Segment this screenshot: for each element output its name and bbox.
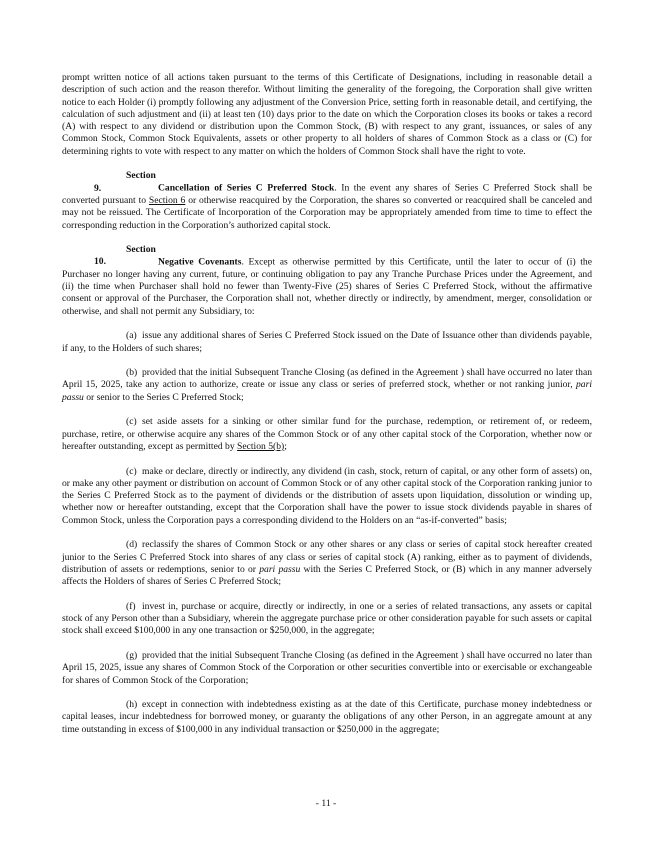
- clause-d-text-b: with the Series C Preferred Stock, or (B) which in any manner adversely affects the Holders of shares of Series C Preferred Stock;: [62, 563, 592, 588]
- section-9-text-a: . In the event any shares of Series C Preferred Stock shall be converted pursuant to: [62, 182, 593, 206]
- clause-c-text-a: set aside assets for a sinking or other similar fund for the purchase, redemption, or retirement of, or redeem, purchase, retire, or otherwise acquire any shares of the Common Stock or of any other capital stock of the Corporation, whether now or hereafter outstanding, except as permitted by: [62, 416, 592, 452]
- section-9-title: Cancellation of Series C Preferred Stock: [158, 182, 335, 194]
- clause-h: [62, 699, 592, 736]
- section-10-title: Negative Covenants: [158, 256, 242, 268]
- clause-f-label: (f): [126, 600, 136, 612]
- section-9-paragraph: [62, 170, 592, 231]
- clause-a-text: issue any additional shares of Series C Preferred Stock issued on the Date of Issuance other than dividends payable, if any, to the Holders of such shares;: [62, 330, 592, 354]
- clause-b-label: (b): [126, 367, 138, 379]
- clause-d: [62, 539, 592, 588]
- section-10-paragraph: [62, 244, 592, 318]
- clause-a: [62, 330, 592, 355]
- clause-d-text-a: reclassify the shares of Common Stock or any other shares or any class or series of capital stock hereafter created junior to the Series C Preferred Stock into shares of any class or series of capital stock (A) ranking, either as to payment of dividends, distribution of assets or redemptions, senior to or: [62, 539, 592, 575]
- clause-b-text-a: provided that the initial Subsequent Tranche Closing (as defined in the Agreement ) shall have occurred no later than April 15, 2025, take any action to authorize, create or issue any class or series of preferred stock, whether or not ranking junior,: [62, 367, 592, 391]
- clause-c-second-text: make or declare, directly or indirectly, any dividend (in cash, stock, return of capital, or any other form of assets) on, or make any other payment or distribution on account of Common Stock or of any other capital stock of the Corporation ranking junior to the Series C Preferred Stock as to the payment of dividends or the distribution of assets upon liquidation, dissolution or winding up, whether now or hereafter outstanding, except that the Corporation shall have the power to issue stock dividends payable in shares of Common Stock, unless the Corporation pays a corresponding dividend to the Holders on an “as-if-converted” basis;: [62, 465, 592, 526]
- clause-h-label: (h): [126, 699, 138, 711]
- clause-b: [62, 367, 592, 404]
- page-body: [62, 72, 592, 748]
- clause-h-text: except in connection with indebtedness existing as at the date of this Certificate, purchase money indebtedness or capital leases, incur indebtedness for borrowed money, or guaranty the obligations of any other Person, in an aggregate amount at any time outstanding in excess of $100,000 in any individual transaction or $250,000 in the aggregate;: [62, 699, 592, 735]
- clause-f: [62, 601, 592, 638]
- notice-paragraph: prompt written notice of all actions taken pursuant to the terms of this Certificate of Designations, including in reasonable detail a description of such action and the reason therefor. Without limiting the generality of the foregoing, the Corporation shall give written notice to each Holder (i) promptly following any adjustment of the Conversion Price, setting forth in reasonable detail, and certifying, the calculation of such adjustment and (ii) at least ten (10) days prior to the date on which the Corporation closes its books or takes a record (A) with respect to any dividend or distribution upon the Common Stock, (B) with respect to any grant, issuances, or sales of any Common Stock, Common Stock Equivalents, assets or other property to all holders of shares of Common Stock as a class or (C) for determining rights to vote with respect to any matter on which the holders of Common Stock shall have the right to vote.: [62, 72, 592, 157]
- section-6-reference: Section 6: [148, 194, 186, 206]
- clause-d-italic: pari passu: [259, 563, 301, 575]
- page-number: - 11 -: [315, 798, 337, 809]
- clause-g-label: (g): [126, 649, 138, 661]
- section-5b-reference: Section 5(b): [237, 440, 285, 452]
- clause-g: [62, 650, 592, 687]
- clause-f-text: invest in, purchase or acquire, directly or indirectly, in one or a series of related transactions, any assets or capital stock of any Person other than a Subsidiary, wherein the aggregate purchase price or other consideration payable for such assets or capital stock shall exceed $100,000 in any one transaction or $250,000, in the aggregate;: [62, 600, 592, 637]
- clause-b-text-b: or senior to the Series C Preferred Stock;: [83, 391, 244, 403]
- clause-c: [62, 416, 592, 453]
- clause-g-text: provided that the initial Subsequent Tranche Closing (as defined in the Agreement ) shall have occurred no later than April 15, 2025, issue any shares of Common Stock of the Corporation or other securities convertible into or exercisable or exchangeable for shares of Common Stock of the Corporation;: [62, 649, 592, 686]
- clause-d-label: (d): [126, 539, 138, 551]
- section-10-number: Section 10.: [94, 244, 156, 268]
- section-9-number: Section 9.: [94, 170, 156, 194]
- clause-b-italic: pari passu: [62, 379, 592, 403]
- clause-c-second: [62, 466, 592, 527]
- clause-c-second-label: (c): [126, 465, 137, 477]
- clause-a-label: (a): [126, 330, 137, 342]
- clause-c-label: (c): [126, 416, 137, 428]
- clause-c-text-b: ;: [284, 440, 287, 452]
- section-9-text-b: or otherwise reacquired by the Corporation, the shares so converted or reacquired shall be canceled and may not be reissued. The Certificate of Incorporation of the Corporation may be appropriately amended from time to time to effect the corresponding reduction in the Corporation’s authorized capital stock.: [62, 194, 592, 231]
- section-10-text: . Except as otherwise permitted by this Certificate, until the later to occur of (i) the Purchaser no longer having any current, future, or continuing obligation to pay any Tranche Purchase Prices under the Agreement, and (ii) the time when Purchaser shall hold no fewer than Twenty-Five (25) shares of Series C Preferred Stock, without the affirmative consent or approval of the Purchaser, the Corporation shall not, whether directly or indirectly, by amendment, merger, consolidation or otherwise, and shall not permit any Subsidiary, to:: [62, 256, 592, 317]
